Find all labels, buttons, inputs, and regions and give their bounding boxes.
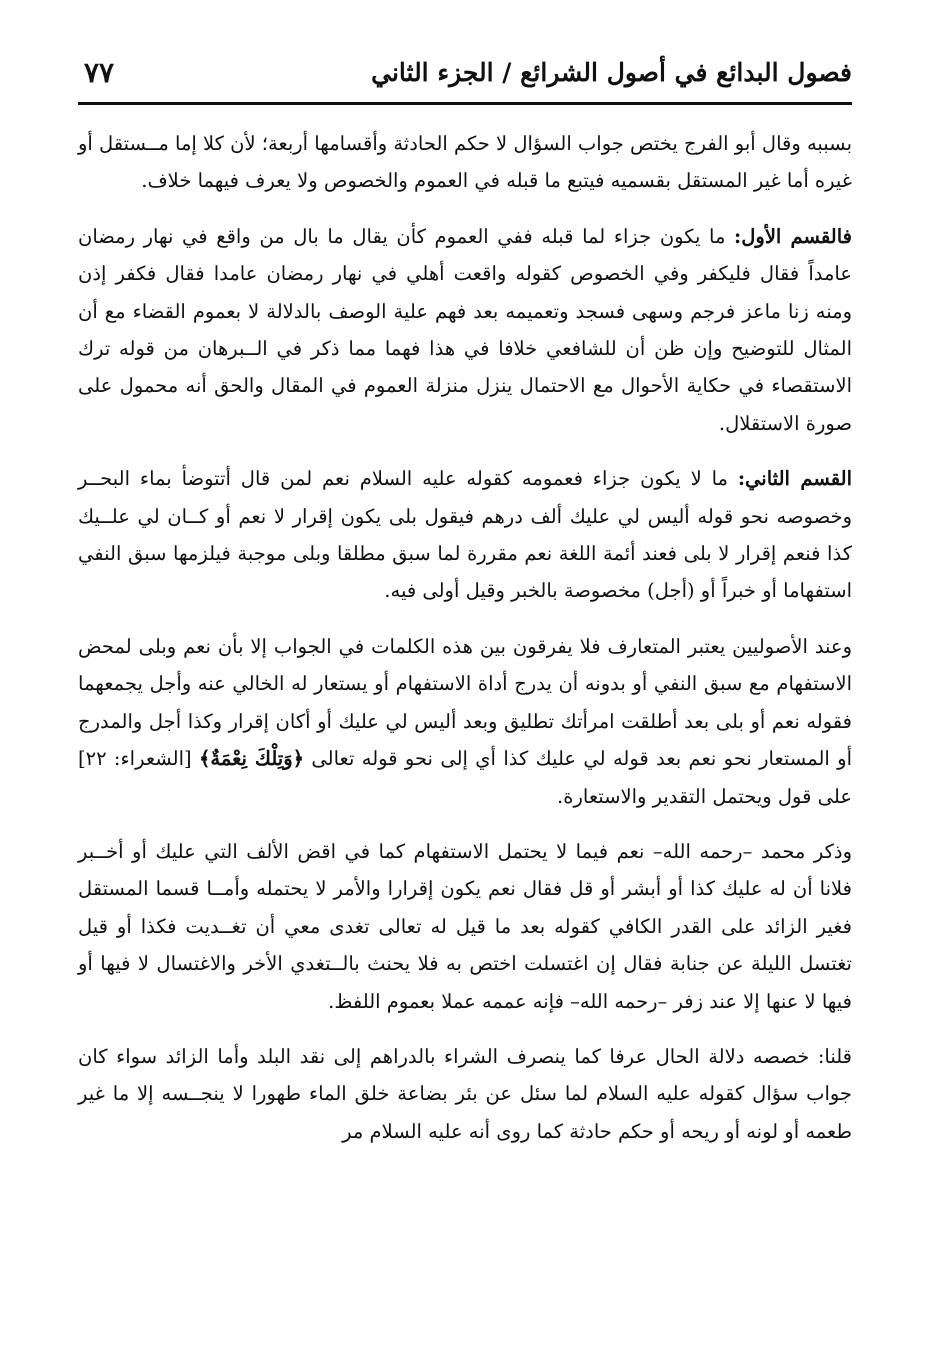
paragraph-3 (78, 460, 852, 610)
section-heading-first: فالقسم الأول: (734, 224, 852, 248)
page-body (78, 105, 852, 1150)
section-heading-second: القسم الثاني: (737, 467, 852, 491)
quran-quote: ﴿وَتِلْكَ نِعْمَةٌ﴾ (198, 747, 305, 771)
paragraph-5 (78, 833, 852, 1020)
paragraph-text: وذكر محمد –رحمه الله– نعم فيما لا يحتمل الاستفهام كما في اقض الألف التي عليك أو أخــبر فلانا أن له عليك كذا أو أبشر أو قل فقال نعم يكون إقرارا والأمر لا يحتمله وأمــا قسما المستقل فغير الزائد على القدر الكافي كقوله بعد ما قيل له تعالى تغدى معي أن تغــديت فكذا أو قيل تغتسل الليلة عن جنابة فقال إن اغتسلت اختص به فلا يحنث بالــتغدي الأخر والاغتسال لا فيها أو فيها لا عنها إلا عند زفر –رحمه الله– فإنه عممه عملا بعموم اللفظ. (78, 839, 852, 1013)
paragraph-text: وعند الأصوليين يعتبر المتعارف فلا يفرقون بين هذه الكلمات في الجواب إلا بأن نعم وبلى لمحض الاستفهام مع سبق النفي أو بدونه أن يدرج أداة الاستفهام أو يستعار له الخالي عنه وأجل يجمعهما فقوله نعم أو بلى بعد أطلقت امرأتك تطليق وبعد أليس لي عليك أو أكان إقرار وكذا أجل والمدرج أو المستعار نحو نعم بعد قوله لي عليك كذا أي إلى نحو قوله تعالى (78, 634, 852, 771)
paragraph-text-continued: [الشعراء: ٢٢] على قول ويحتمل التقدير والاستعارة. (78, 747, 852, 808)
paragraph-4 (78, 628, 852, 815)
paragraph-text: بسببه وقال أبو الفرج يختص جواب السؤال لا حكم الحادثة وأقسامها أربعة؛ لأن كلا إما مــستقل أو غيره أما غير المستقل بقسميه فيتبع ما قبله في العموم والخصوص ولا يعرف فيهما خلاف. (77, 132, 852, 193)
paragraph-2 (78, 218, 852, 442)
paragraph-text: قلنا: خصصه دلالة الحال عرفا كما ينصرف الشراء بالدراهم إلى نقد البلد وأما الزائد سواء كان جواب سؤال كقوله عليه السلام لما سئل عن بئر بضاعة خلق الماء طهورا لا ينجــسه إلا ما غير طعمه أو لونه أو ريحه أو حكم حادثة كما روى أنه عليه السلام مر (78, 1044, 852, 1143)
page-header (78, 52, 852, 105)
paragraph-text: ما يكون جزاء لما قبله ففي العموم كأن يقال ما بال من واقع في نهار رمضان عامداً فقال فليكفر وفي الخصوص كقوله واقعت أهلي في نهار رمضان عامدا فقال فكفر إذن ومنه زنا ماعز فرجم وسهى فسجد وتعميمه بعد فهم علية الوصف بالدلالة لا بعموم القضاء مع أن المثال للتوضيح وإن ظن أن للشافعي خلافا في هذا فهما مما ذكر في الــبرهان من قوله ترك الاستقصاء في حكاية الأحوال مع الاحتمال ينزل منزلة العموم في المقال والحق أنه محمول على صورة الاستقلال. (78, 224, 852, 435)
book-page (78, 52, 852, 1342)
page-number: ٧٧ (84, 56, 115, 89)
running-title: فصول البدائع في أصول الشرائع / الجزء الثاني (371, 58, 852, 87)
paragraph-1 (78, 125, 852, 200)
paragraph-text: ما لا يكون جزاء فعمومه كقوله عليه السلام نعم لمن قال أتتوضأ بماء البحــر وخصوصه نحو قوله أليس لي عليك ألف درهم فيقول بلى يكون إقرار لا نعم أو كــان لي علــيك كذا فنعم إقرار لا بلى فعند أئمة اللغة نعم مقررة لما سبق مطلقا وبلى موجبة فيلزمها سبق النفي استفهاما أو خبراً أو (أجل) مخصوصة بالخبر وقيل أولى فيه. (78, 467, 852, 603)
paragraph-6 (78, 1038, 852, 1150)
